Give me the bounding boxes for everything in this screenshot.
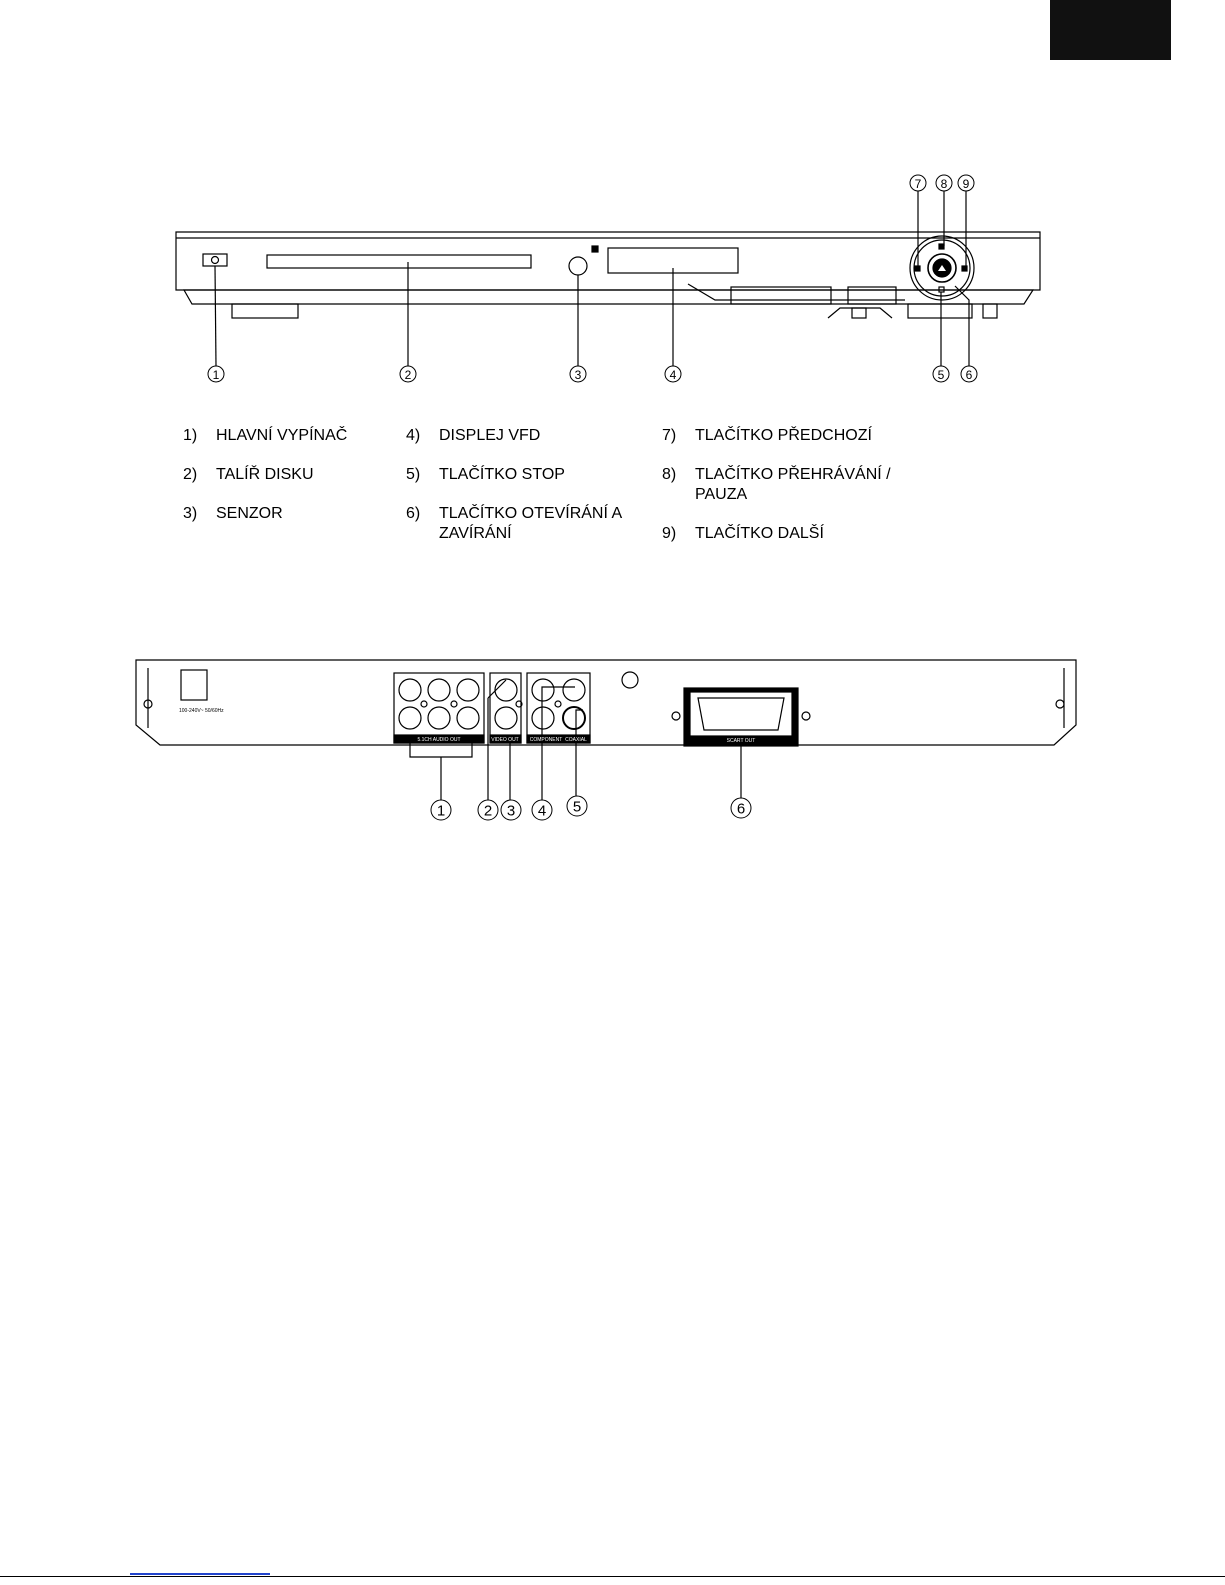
front-callout-5 bbox=[933, 366, 949, 382]
power-button-shape bbox=[203, 254, 227, 266]
svg-text:5: 5 bbox=[572, 798, 582, 816]
front-callout-3 bbox=[570, 366, 586, 382]
svg-text:4: 4 bbox=[537, 802, 547, 820]
svg-text:9: 9 bbox=[962, 177, 970, 191]
footer-rule bbox=[0, 1576, 1225, 1577]
front-callout-2 bbox=[400, 366, 416, 382]
coaxial-label: COAXIAL bbox=[565, 737, 587, 743]
svg-text:2: 2 bbox=[483, 802, 493, 820]
svg-text:3: 3 bbox=[574, 368, 582, 382]
front-panel-drawing bbox=[176, 190, 1040, 366]
scart-out-label: SCART OUT bbox=[726, 738, 756, 744]
front-callout-6 bbox=[961, 366, 977, 382]
svg-text:8: 8 bbox=[940, 177, 948, 191]
front-callout-4 bbox=[665, 366, 681, 382]
rear-panel-drawing bbox=[136, 660, 1076, 800]
disc-tray-shape bbox=[267, 255, 531, 268]
sensor-shape bbox=[569, 257, 587, 275]
svg-text:7: 7 bbox=[914, 177, 922, 191]
front-callout-8 bbox=[936, 175, 952, 191]
footer-link-underline[interactable] bbox=[130, 1573, 270, 1575]
video-out-label: VIDEO OUT bbox=[491, 737, 519, 743]
component-label: COMPONENT bbox=[529, 737, 563, 743]
svg-text:4: 4 bbox=[669, 368, 677, 382]
rear-callout-2 bbox=[478, 800, 498, 820]
rear-callout-1 bbox=[431, 800, 451, 820]
front-callout-9 bbox=[958, 175, 974, 191]
front-callout-1 bbox=[208, 366, 224, 382]
rear-callout-6 bbox=[731, 798, 751, 818]
rear-callout-5 bbox=[567, 796, 587, 816]
rear-callout-4 bbox=[532, 800, 552, 820]
svg-text:1: 1 bbox=[436, 802, 446, 820]
svg-text:3: 3 bbox=[506, 802, 516, 820]
front-callout-7 bbox=[910, 175, 926, 191]
svg-text:6: 6 bbox=[965, 368, 973, 382]
svg-text:5: 5 bbox=[937, 368, 945, 382]
svg-text:2: 2 bbox=[404, 368, 412, 382]
rear-callout-3 bbox=[501, 800, 521, 820]
power-rating-label: 100-240V~ 50/60Hz bbox=[179, 708, 224, 714]
svg-text:1: 1 bbox=[212, 368, 220, 382]
audio-out-label: 5.1CH AUDIO OUT bbox=[417, 737, 461, 743]
svg-text:6: 6 bbox=[736, 800, 746, 818]
